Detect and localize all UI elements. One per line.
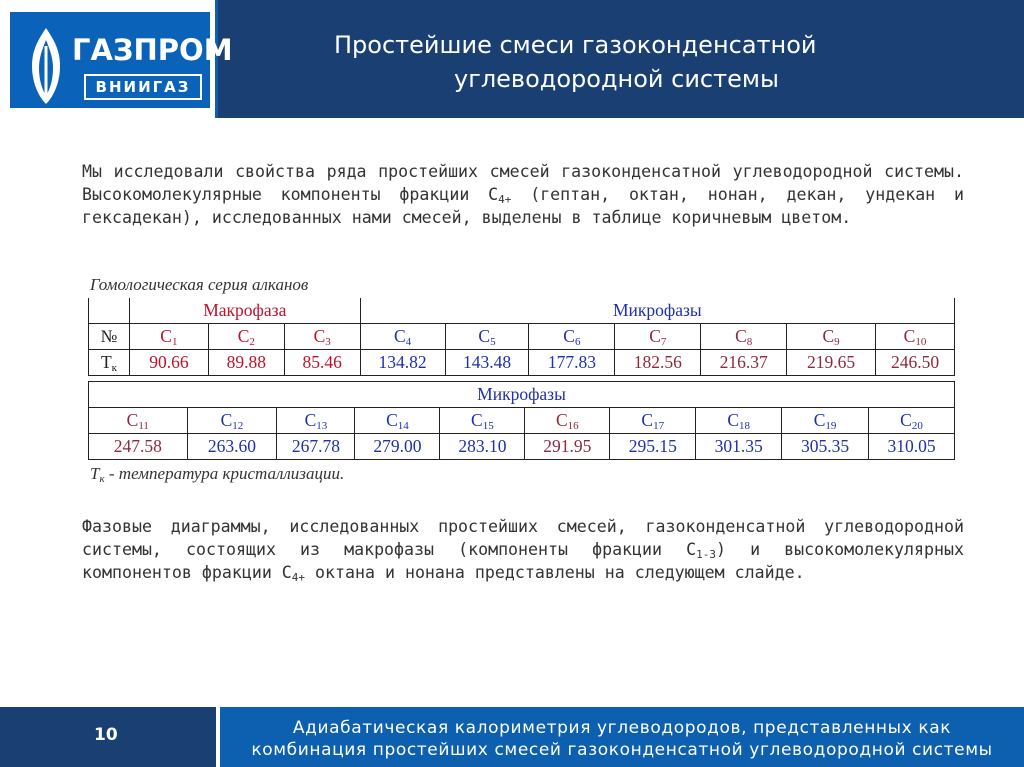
component-symbol (696, 408, 782, 434)
component-symbol (277, 408, 355, 434)
component-symbol (787, 324, 876, 350)
component-subscript: 16 (567, 420, 579, 432)
component-letter: C (563, 326, 575, 346)
tk-label (89, 350, 130, 376)
gazprom-flame-icon (24, 26, 68, 106)
component-subscript: 3 (325, 336, 331, 348)
component-subscript: 5 (490, 336, 496, 348)
component-letter: C (160, 326, 172, 346)
component-symbol (360, 324, 445, 350)
intro-subscript: 4+ (498, 193, 512, 206)
component-subscript: 19 (825, 420, 837, 432)
crystallization-temperature: 89.88 (208, 350, 284, 376)
component-symbol (525, 408, 610, 434)
component-letter: C (237, 326, 250, 346)
component-letter: C (304, 410, 317, 430)
crystallization-temperature: 283.10 (440, 434, 525, 460)
crystallization-temperature: 279.00 (355, 434, 440, 460)
component-subscript: 17 (653, 420, 665, 432)
crystallization-temperature: 177.83 (529, 350, 615, 376)
component-subscript: 15 (482, 420, 494, 432)
component-subscript: 1 (171, 336, 178, 348)
logo-subtitle: ВНИИГАЗ (84, 74, 202, 100)
footer-caption (222, 717, 1022, 761)
intro-text: Мы исследовали свойства ряда простейших смесей газоконденсатной углеводородной системы. Высокомолекулярные компоненты фракции С (82, 162, 964, 204)
tk-label-symbol: Т (100, 352, 112, 372)
footer-line2: комбинация простейших смесей газоконденсатной углеводородной системы (251, 740, 993, 760)
alkane-table-bottom (88, 381, 955, 460)
component-letter: C (471, 410, 483, 430)
crystallization-temperature: 301.35 (696, 434, 782, 460)
component-letter: C (813, 410, 826, 430)
crystallization-temperature: 85.46 (284, 350, 360, 376)
crystallization-temperature: 182.56 (615, 350, 701, 376)
outro-text-1: Фазовые диаграммы, исследованных простейших смесей, газоконденсатной углеводородной системы, состоящих из макрофазы (компоненты фракции С (82, 517, 964, 559)
crystallization-temperature: 134.82 (360, 350, 445, 376)
component-symbol (782, 408, 869, 434)
crystallization-temperature: 310.05 (869, 434, 955, 460)
number-label: № (89, 324, 130, 350)
outro-paragraph (82, 515, 964, 584)
outro-subscript-2: 4+ (291, 571, 306, 584)
component-symbol (615, 324, 701, 350)
component-letter: C (649, 326, 661, 346)
crystallization-temperature: 216.37 (701, 350, 787, 376)
footnote-subscript: к (99, 473, 105, 485)
crystallization-temperature: 267.78 (277, 434, 355, 460)
outro-subscript-1: 1-3 (696, 548, 716, 561)
slide-title-line1: Простейшие смеси газоконденсатной (334, 31, 817, 59)
component-symbol (445, 324, 529, 350)
component-letter: C (900, 410, 912, 430)
component-letter: C (555, 410, 568, 430)
component-symbol (355, 408, 440, 434)
component-subscript: 14 (397, 420, 409, 432)
component-subscript: 9 (834, 336, 840, 348)
crystallization-temperature: 295.15 (610, 434, 696, 460)
table-corner (89, 298, 130, 324)
intro-paragraph (82, 160, 964, 229)
crystallization-temperature: 263.60 (187, 434, 277, 460)
alkane-table-top (88, 298, 955, 376)
component-letter: C (386, 410, 398, 430)
component-subscript: 10 (915, 336, 927, 348)
component-symbol (187, 408, 277, 434)
component-subscript: 20 (911, 420, 923, 432)
crystallization-temperature: 143.48 (445, 350, 529, 376)
footnote-text: - температура кристаллизации. (104, 464, 345, 483)
header-bar (0, 0, 1024, 118)
component-letter: C (822, 326, 835, 346)
component-symbol (284, 324, 360, 350)
logo-panel (10, 12, 233, 108)
crystallization-temperature: 90.66 (129, 350, 208, 376)
component-letter: C (313, 326, 326, 346)
logo (0, 0, 233, 118)
crystallization-temperature: 246.50 (876, 350, 955, 376)
component-symbol (610, 408, 696, 434)
component-letter: C (903, 326, 916, 346)
component-subscript: 18 (739, 420, 750, 432)
component-letter: C (735, 326, 747, 346)
footer-line1: Адиабатическая калориметрия углеводородов, представленных как (292, 718, 952, 738)
component-subscript: 2 (249, 336, 255, 348)
component-letter: C (641, 410, 654, 430)
component-symbol (701, 324, 787, 350)
footer-divider (216, 707, 220, 767)
component-subscript: 11 (138, 420, 149, 432)
component-symbol (208, 324, 284, 350)
slide-title (260, 28, 980, 96)
crystallization-temperature: 305.35 (782, 434, 869, 460)
logo-wordmark: ГАЗПРОМ (72, 33, 233, 67)
component-symbol (876, 324, 955, 350)
component-symbol (89, 408, 188, 434)
footnote (90, 464, 344, 484)
crystallization-temperature: 219.65 (787, 350, 876, 376)
slide-title-line2: углеводородной системы (454, 65, 779, 93)
page-number-box (0, 707, 216, 767)
outro-text-2: ) и высокомолекулярных компонентов фракции С (82, 540, 964, 582)
microphase-header-2: Микрофазы (89, 382, 955, 408)
component-subscript: 6 (574, 336, 581, 348)
page-number: 10 (94, 725, 118, 745)
component-subscript: 7 (660, 336, 667, 348)
macrophase-header: Макрофаза (129, 298, 360, 324)
crystallization-temperature: 247.58 (89, 434, 188, 460)
footer-bar (0, 707, 1024, 767)
component-symbol (129, 324, 208, 350)
component-subscript: 12 (232, 420, 244, 432)
component-letter: C (394, 326, 406, 346)
footnote-symbol: Т (90, 464, 100, 483)
component-symbol (529, 324, 615, 350)
table-caption: Гомологическая серия алканов (90, 275, 309, 294)
crystallization-temperature: 291.95 (525, 434, 610, 460)
component-subscript: 4 (405, 336, 412, 348)
component-symbol (869, 408, 955, 434)
microphase-header: Микрофазы (360, 298, 954, 324)
component-letter: C (478, 326, 491, 346)
intro-text-end: (гептан, октан, нонан, декан, ундекан и гексадекан), исследованных нами смесей, выделены в таблице коричневым цветом. (82, 185, 964, 227)
component-symbol (440, 408, 525, 434)
component-letter: C (126, 410, 139, 430)
outro-text-3: октана и нонана представлены на следующем слайде. (305, 563, 805, 582)
component-letter: C (727, 410, 739, 430)
tk-label-subscript: к (111, 362, 117, 374)
component-letter: C (220, 410, 233, 430)
component-subscript: 8 (746, 336, 753, 348)
component-subscript: 13 (316, 420, 328, 432)
